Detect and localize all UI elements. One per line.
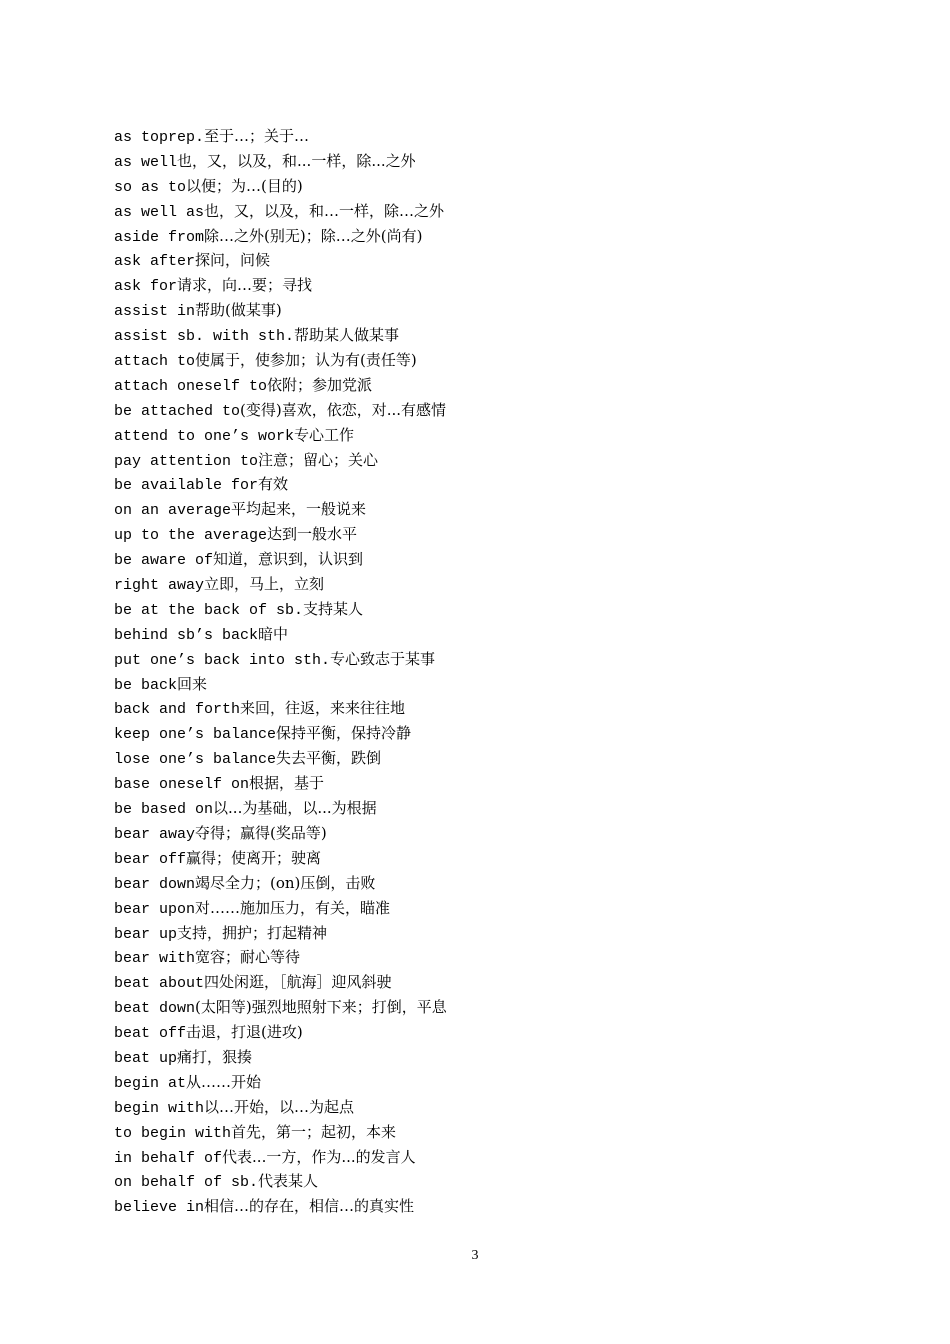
- phrase-entry: [114, 1095, 894, 1120]
- phrase-chinese: 夺得；赢得(奖品等): [195, 823, 327, 842]
- phrase-chinese: 也，又，以及，和…一样，除…之外: [204, 201, 445, 220]
- phrase-english: ask after: [114, 253, 196, 271]
- phrase-entry: [114, 970, 894, 995]
- phrase-english: be based on: [114, 801, 214, 819]
- phrase-entry: [114, 721, 894, 746]
- phrase-entry: [114, 746, 894, 771]
- phrase-chinese: 注意；留心；关心: [258, 450, 379, 469]
- phrase-english: aside from: [114, 228, 205, 246]
- phrase-english: put one’s back into sth.: [114, 651, 331, 669]
- phrase-chinese: 竭尽全力；(on)压倒，击败: [195, 873, 376, 892]
- phrase-entry: [114, 1120, 894, 1145]
- phrase-chinese: 也，又，以及，和...一样，除...之外: [177, 151, 416, 170]
- phrase-english: back and forth: [114, 701, 241, 719]
- phrase-english: assist sb. with sth.: [114, 328, 295, 346]
- phrase-chinese: 以…开始，以…为起点: [204, 1097, 355, 1116]
- phrase-chinese: (太阳等)强烈地照射下来；打倒，平息: [195, 998, 447, 1017]
- phrase-entry: [114, 1020, 894, 1045]
- phrase-english: bear off: [114, 850, 187, 868]
- phrase-chinese: 四处闲逛，［航海］迎风斜驶: [204, 973, 392, 992]
- phrase-entry: [114, 1045, 894, 1070]
- phrase-entry: [114, 224, 894, 249]
- phrase-chinese: 专心工作: [294, 425, 355, 444]
- phrase-entry: [114, 323, 894, 348]
- phrase-entry: [114, 448, 894, 473]
- phrase-english: attach oneself to: [114, 377, 268, 395]
- phrase-english: believe in: [114, 1199, 205, 1217]
- phrase-chinese: 使属于，使参加；认为有(责任等): [195, 351, 417, 370]
- phrase-entry: [114, 298, 894, 323]
- phrase-english: be at the back of sb.: [114, 601, 304, 619]
- phrase-chinese: 除…之外(别无)；除…之外(尚有): [204, 226, 423, 245]
- phrase-chinese: 支持，拥护；打起精神: [177, 923, 328, 942]
- phrase-entry: [114, 945, 894, 970]
- phrase-chinese: 立即，马上，立刻: [204, 575, 325, 594]
- phrase-english: bear with: [114, 950, 196, 968]
- phrase-english: on behalf of sb.: [114, 1174, 259, 1192]
- phrase-chinese: 根据，基于: [249, 774, 325, 793]
- phrase-chinese: 帮助(做某事): [195, 301, 282, 320]
- phrase-english: bear away: [114, 825, 196, 843]
- phrase-chinese: 代表某人: [258, 1172, 319, 1191]
- phrase-english: assist in: [114, 303, 196, 321]
- phrase-english: begin with: [114, 1099, 205, 1117]
- phrase-entry: [114, 423, 894, 448]
- phrase-english: lose one’s balance: [114, 751, 277, 769]
- phrase-entry: [114, 1070, 894, 1095]
- phrase-english: beat up: [114, 1049, 178, 1067]
- phrase-entry: [114, 995, 894, 1020]
- phrase-english: begin at: [114, 1074, 187, 1092]
- phrase-entry: [114, 398, 894, 423]
- phrase-english: in behalf of: [114, 1149, 223, 1167]
- phrase-entry: [114, 1169, 894, 1194]
- phrase-chinese: 以便；为…(目的): [186, 176, 303, 195]
- phrase-chinese: 对……施加压力，有关，瞄准: [195, 898, 391, 917]
- phrase-english: behind sb’s back: [114, 626, 259, 644]
- phrase-chinese: 请求，向…要；寻找: [177, 276, 313, 295]
- phrase-english: on an average: [114, 502, 232, 520]
- phrase-chinese: 赢得；使离开；驶离: [186, 848, 322, 867]
- phrase-english: beat about: [114, 975, 205, 993]
- phrase-english: ask for: [114, 278, 178, 296]
- phrase-entry: [114, 796, 894, 821]
- phrase-chinese: 平均起来，一般说来: [231, 500, 367, 519]
- phrase-chinese: 相信…的存在，相信…的真实性: [204, 1197, 415, 1216]
- phrase-chinese: 保持平衡，保持冷静: [276, 724, 412, 743]
- phrase-entry: [114, 846, 894, 871]
- phrase-entry: [114, 273, 894, 298]
- phrase-entry: [114, 622, 894, 647]
- phrase-entry: [114, 174, 894, 199]
- phrase-entry: [114, 199, 894, 224]
- phrase-entry: [114, 821, 894, 846]
- phrase-entry: [114, 1194, 894, 1219]
- phrase-entry: [114, 248, 894, 273]
- phrase-english: base oneself on: [114, 776, 250, 794]
- phrase-chinese: 依附；参加党派: [267, 375, 373, 394]
- phrase-chinese: 专心致志于某事: [330, 649, 436, 668]
- phrase-entry: [114, 547, 894, 572]
- phrase-english: right away: [114, 577, 205, 595]
- phrase-english: beat down: [114, 1000, 196, 1018]
- phrase-english: as toprep.: [114, 129, 205, 146]
- phrase-english: as well as: [114, 203, 205, 221]
- phrase-chinese: 从……开始: [186, 1072, 262, 1091]
- phrase-chinese: 有效: [258, 475, 289, 494]
- phrase-entry: [114, 149, 894, 174]
- phrase-english: as well: [114, 153, 178, 171]
- phrase-english: be attached to: [114, 402, 241, 420]
- phrase-entry: [114, 348, 894, 373]
- phrase-chinese: 帮助某人做某事: [294, 326, 400, 345]
- phrase-english: to begin with: [114, 1124, 232, 1142]
- phrase-entry: [114, 497, 894, 522]
- phrase-entry: [114, 871, 894, 896]
- phrase-chinese: 支持某人: [303, 599, 364, 618]
- phrase-chinese: 痛打，狠揍: [177, 1047, 253, 1066]
- phrase-chinese: 知道，意识到，认识到: [213, 550, 364, 569]
- phrase-chinese: 来回，往返，来来往往地: [240, 699, 406, 718]
- phrase-english: be available for: [114, 477, 259, 495]
- phrase-entry: [114, 522, 894, 547]
- phrase-chinese: 至于…；关于…: [204, 127, 310, 145]
- phrase-english: up to the average: [114, 527, 268, 545]
- page-number: 3: [471, 1248, 479, 1263]
- phrase-entry: [114, 1145, 894, 1170]
- phrase-english: pay attention to: [114, 452, 259, 470]
- phrase-entry: [114, 771, 894, 796]
- phrase-english: so as to: [114, 178, 187, 196]
- phrase-entry: [114, 124, 894, 149]
- phrase-english: be back: [114, 676, 178, 694]
- phrase-chinese: 回来: [177, 674, 208, 693]
- phrase-chinese: 代表...一方，作为...的发言人: [222, 1147, 416, 1166]
- phrase-chinese: 以...为基础，以...为根据: [213, 799, 377, 818]
- phrase-entry: [114, 647, 894, 672]
- phrase-english: attend to one’s work: [114, 427, 295, 445]
- phrase-chinese: 达到一般水平: [267, 525, 358, 544]
- phrase-chinese: 暗中: [258, 624, 289, 643]
- phrase-entry: [114, 672, 894, 697]
- phrase-entry: [114, 921, 894, 946]
- phrase-english: attach to: [114, 353, 196, 371]
- phrase-english: keep one’s balance: [114, 726, 277, 744]
- phrase-chinese: 首先，第一；起初，本来: [231, 1122, 397, 1141]
- phrase-entry: [114, 572, 894, 597]
- phrase-chinese: 探问，问候: [195, 251, 271, 270]
- phrase-chinese: 失去平衡，跌倒: [276, 749, 382, 768]
- phrase-english: be aware of: [114, 552, 214, 570]
- phrase-chinese: 击退，打退(进攻): [186, 1023, 303, 1042]
- phrase-entry: [114, 597, 894, 622]
- phrase-english: beat off: [114, 1025, 187, 1043]
- phrase-list: [114, 124, 894, 1219]
- phrase-english: bear down: [114, 875, 196, 893]
- phrase-entry: [114, 373, 894, 398]
- phrase-entry: [114, 696, 894, 721]
- phrase-chinese: 宽容；耐心等待: [195, 948, 301, 967]
- phrase-english: bear upon: [114, 900, 196, 918]
- phrase-english: bear up: [114, 925, 178, 943]
- phrase-entry: [114, 896, 894, 921]
- phrase-chinese: (变得)喜欢，依恋，对...有感情: [240, 400, 447, 419]
- phrase-entry: [114, 472, 894, 497]
